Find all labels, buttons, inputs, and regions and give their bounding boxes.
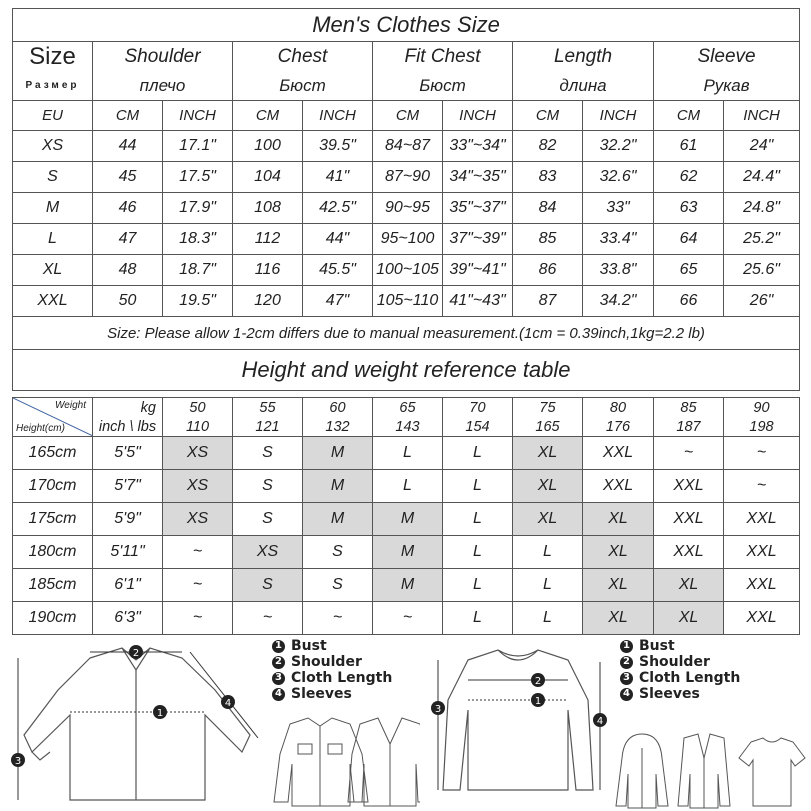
legend-item [620,638,740,654]
hw-row [13,437,800,470]
size-row [13,255,800,286]
size-value-cell: 87 [513,286,583,317]
number-badge-icon: 4 [272,688,285,701]
recommended-size-cell: XL [513,470,583,503]
size-value-cell: 42.5" [303,193,373,224]
size-value-cell: 33"~34" [443,131,513,162]
size-value-cell: 64 [654,224,724,255]
column-header-ru: длина [513,71,654,101]
size-value-cell: 17.1" [163,131,233,162]
hw-rows [13,437,800,635]
legend-label: Shoulder [291,654,362,670]
size-chart-title: Men's Clothes Size [13,9,800,42]
size-value-cell: 105~110 [373,286,443,317]
legend-item [272,638,392,654]
lbs-header-cell: 165 [513,417,583,437]
number-badge-icon: 3 [272,672,285,685]
unit-header-cell: EU [13,101,93,131]
height-ft-cell: 6'1" [93,569,163,602]
unit-header-cell: CM [513,101,583,131]
recommended-size-cell: S [233,470,303,503]
size-value-cell: 25.2" [724,224,800,255]
size-value-cell: 87~90 [373,162,443,193]
weight-corner-label: Weight [55,400,86,411]
height-cm-cell: 185cm [13,569,93,602]
inch-lbs-unit-label: inch \ lbs [93,417,163,437]
kg-header-cell: 75 [513,398,583,418]
hw-row [13,536,800,569]
column-header-en: Shoulder [93,42,233,72]
kg-header-cell: 85 [654,398,724,418]
lbs-header-cell: 198 [724,417,800,437]
size-name-cell: XL [13,255,93,286]
recommended-size-cell: XL [583,569,654,602]
hw-row [13,503,800,536]
size-label-ru: Размер [13,71,93,101]
size-row [13,162,800,193]
recommended-size-cell: XXL [724,569,800,602]
kg-unit-label: kg [93,398,163,418]
corner-header [13,398,93,437]
size-value-cell: 44 [93,131,163,162]
recommended-size-cell: XL [583,503,654,536]
size-value-cell: 39"~41" [443,255,513,286]
column-header-ru: Рукав [654,71,800,101]
legend-right [620,638,740,702]
height-ft-cell: 6'3" [93,602,163,635]
size-value-cell: 66 [654,286,724,317]
size-value-cell: 82 [513,131,583,162]
recommended-size-cell: ~ [163,569,233,602]
lbs-header-cell: 143 [373,417,443,437]
size-value-cell: 26" [724,286,800,317]
unit-header-cell: INCH [163,101,233,131]
recommended-size-cell: L [443,470,513,503]
lbs-header-cell: 187 [654,417,724,437]
height-cm-cell: 170cm [13,470,93,503]
recommended-size-cell: XXL [583,470,654,503]
recommended-size-cell: XL [513,437,583,470]
column-header-ru: плечо [93,71,233,101]
size-value-cell: 32.6" [583,162,654,193]
legend-label: Cloth Length [291,670,393,686]
hw-table-title: Height and weight reference table [13,350,800,391]
size-name-cell: XS [13,131,93,162]
number-badge-icon: 2 [272,656,285,669]
recommended-size-cell: M [373,536,443,569]
size-row [13,224,800,255]
legend-label: Sleeves [639,686,700,702]
recommended-size-cell: XXL [724,503,800,536]
svg-text:4: 4 [224,698,232,709]
recommended-size-cell: XS [163,503,233,536]
size-value-cell: 116 [233,255,303,286]
recommended-size-cell: XL [654,602,724,635]
recommended-size-cell: L [443,536,513,569]
size-value-cell: 84 [513,193,583,224]
size-value-cell: 18.3" [163,224,233,255]
column-header-en: Chest [233,42,373,72]
legend-label: Sleeves [291,686,352,702]
svg-text:3: 3 [434,704,442,715]
legend-item [620,670,740,686]
size-value-cell: 47" [303,286,373,317]
height-ft-cell: 5'11" [93,536,163,569]
column-header-ru: Бюст [233,71,373,101]
size-value-cell: 47 [93,224,163,255]
svg-text:2: 2 [534,676,542,687]
size-value-cell: 34"~35" [443,162,513,193]
number-badge-icon: 3 [620,672,633,685]
legend-label: Bust [291,638,327,654]
sweater-diagram-icon [428,640,608,810]
legend-label: Bust [639,638,675,654]
column-header-ru: Бюст [373,71,513,101]
height-ft-cell: 5'5" [93,437,163,470]
lbs-header-cell: 121 [233,417,303,437]
recommended-size-cell: L [443,569,513,602]
legend-label: Cloth Length [639,670,741,686]
size-value-cell: 39.5" [303,131,373,162]
size-value-cell: 112 [233,224,303,255]
recommended-size-cell: ~ [233,602,303,635]
size-value-cell: 33.4" [583,224,654,255]
size-rows [13,131,800,317]
recommended-size-cell: XXL [724,536,800,569]
size-value-cell: 19.5" [163,286,233,317]
column-header-en: Sleeve [654,42,800,72]
size-value-cell: 41"~43" [443,286,513,317]
size-value-cell: 104 [233,162,303,193]
recommended-size-cell: L [513,602,583,635]
unit-header-cell: CM [373,101,443,131]
recommended-size-cell: M [303,503,373,536]
size-value-cell: 100 [233,131,303,162]
lbs-header-cell: 110 [163,417,233,437]
recommended-size-cell: XL [513,503,583,536]
unit-header-cell: CM [654,101,724,131]
recommended-size-cell: XS [163,470,233,503]
size-label: Size [13,42,93,72]
unit-header-cell: CM [93,101,163,131]
size-value-cell: 25.6" [724,255,800,286]
size-row [13,193,800,224]
size-value-cell: 35"~37" [443,193,513,224]
recommended-size-cell: XXL [724,602,800,635]
size-value-cell: 84~87 [373,131,443,162]
size-chart-table [12,8,800,391]
recommended-size-cell: XL [583,536,654,569]
recommended-size-cell: XS [233,536,303,569]
size-value-cell: 90~95 [373,193,443,224]
number-badge-icon: 2 [620,656,633,669]
lbs-header-cell: 132 [303,417,373,437]
recommended-size-cell: XS [163,437,233,470]
kg-header-cell: 50 [163,398,233,418]
tshirt-icon [739,738,805,806]
legend-item [272,670,392,686]
size-value-cell: 41" [303,162,373,193]
recommended-size-cell: L [373,437,443,470]
recommended-size-cell: L [443,503,513,536]
recommended-size-cell: M [373,503,443,536]
shirt-diagram-icon [10,640,270,810]
size-value-cell: 108 [233,193,303,224]
kg-header-cell: 90 [724,398,800,418]
kg-header-cell: 55 [233,398,303,418]
svg-text:1: 1 [156,708,164,719]
recommended-size-cell: XXL [654,503,724,536]
recommended-size-cell: M [303,470,373,503]
size-value-cell: 44" [303,224,373,255]
height-cm-cell: 165cm [13,437,93,470]
size-value-cell: 17.5" [163,162,233,193]
recommended-size-cell: M [303,437,373,470]
size-name-cell: L [13,224,93,255]
legend-item [272,686,392,702]
size-value-cell: 24.4" [724,162,800,193]
size-value-cell: 24" [724,131,800,162]
recommended-size-cell: S [303,569,373,602]
recommended-size-cell: ~ [724,470,800,503]
size-value-cell: 45 [93,162,163,193]
size-name-cell: XXL [13,286,93,317]
size-name-cell: S [13,162,93,193]
hoodie-icon [616,734,668,808]
size-value-cell: 37"~39" [443,224,513,255]
svg-text:2: 2 [132,648,140,659]
unit-header-cell: INCH [443,101,513,131]
size-value-cell: 18.7" [163,255,233,286]
size-value-cell: 32.2" [583,131,654,162]
number-badge-icon: 1 [272,640,285,653]
size-value-cell: 33.8" [583,255,654,286]
height-cm-cell: 175cm [13,503,93,536]
recommended-size-cell: S [233,437,303,470]
legend-item [272,654,392,670]
hw-row [13,602,800,635]
kg-header-cell: 80 [583,398,654,418]
recommended-size-cell: L [513,569,583,602]
unit-header-cell: INCH [724,101,800,131]
recommended-size-cell: XL [654,569,724,602]
size-value-cell: 48 [93,255,163,286]
size-value-cell: 17.9" [163,193,233,224]
number-badge-icon: 1 [620,640,633,653]
recommended-size-cell: L [513,536,583,569]
recommended-size-cell: ~ [163,536,233,569]
height-cm-cell: 180cm [13,536,93,569]
size-value-cell: 45.5" [303,255,373,286]
measurement-note: Size: Please allow 1-2cm differs due to manual measurement.(1cm = 0.39inch,1kg=2.2 lb) [13,317,800,350]
height-ft-cell: 5'9" [93,503,163,536]
recommended-size-cell: L [373,470,443,503]
number-badge-icon: 4 [620,688,633,701]
recommended-size-cell: XXL [654,470,724,503]
size-row [13,286,800,317]
legend-left [272,638,392,702]
svg-text:1: 1 [534,696,542,707]
height-cm-cell: 190cm [13,602,93,635]
size-value-cell: 83 [513,162,583,193]
cardigan-icon [678,734,730,808]
height-corner-label: Height(cm) [16,423,65,434]
recommended-size-cell: S [233,569,303,602]
size-value-cell: 100~105 [373,255,443,286]
kg-header-cell: 65 [373,398,443,418]
recommended-size-cell: XXL [583,437,654,470]
recommended-size-cell: ~ [724,437,800,470]
height-ft-cell: 5'7" [93,470,163,503]
size-row [13,131,800,162]
recommended-size-cell: ~ [654,437,724,470]
size-value-cell: 86 [513,255,583,286]
height-weight-table [12,397,800,635]
column-header-en: Length [513,42,654,72]
lbs-header-cell: 176 [583,417,654,437]
size-value-cell: 34.2" [583,286,654,317]
recommended-size-cell: S [233,503,303,536]
legend-label: Shoulder [639,654,710,670]
svg-text:4: 4 [596,716,604,727]
kg-header-cell: 60 [303,398,373,418]
kg-header-cell: 70 [443,398,513,418]
size-value-cell: 61 [654,131,724,162]
size-value-cell: 24.8" [724,193,800,224]
recommended-size-cell: ~ [373,602,443,635]
recommended-size-cell: XL [583,602,654,635]
size-value-cell: 85 [513,224,583,255]
recommended-size-cell: XXL [654,536,724,569]
size-value-cell: 63 [654,193,724,224]
size-value-cell: 33" [583,193,654,224]
lbs-header-cell: 154 [443,417,513,437]
hw-row [13,569,800,602]
legend-item [620,686,740,702]
recommended-size-cell: ~ [163,602,233,635]
unit-header-cell: CM [233,101,303,131]
size-value-cell: 46 [93,193,163,224]
recommended-size-cell: ~ [303,602,373,635]
jacket-icon [270,714,420,810]
unit-row [13,101,800,131]
recommended-size-cell: L [443,437,513,470]
size-name-cell: M [13,193,93,224]
hoodie-cardigan-tshirt-icons [612,728,807,810]
svg-text:3: 3 [14,756,22,767]
size-value-cell: 62 [654,162,724,193]
size-value-cell: 65 [654,255,724,286]
legend-item [620,654,740,670]
column-header-en: Fit Chest [373,42,513,72]
measurement-illustrations [0,636,811,811]
size-value-cell: 50 [93,286,163,317]
recommended-size-cell: M [373,569,443,602]
recommended-size-cell: S [303,536,373,569]
hw-row [13,470,800,503]
unit-header-cell: INCH [303,101,373,131]
size-value-cell: 95~100 [373,224,443,255]
recommended-size-cell: L [443,602,513,635]
unit-header-cell: INCH [583,101,654,131]
size-value-cell: 120 [233,286,303,317]
